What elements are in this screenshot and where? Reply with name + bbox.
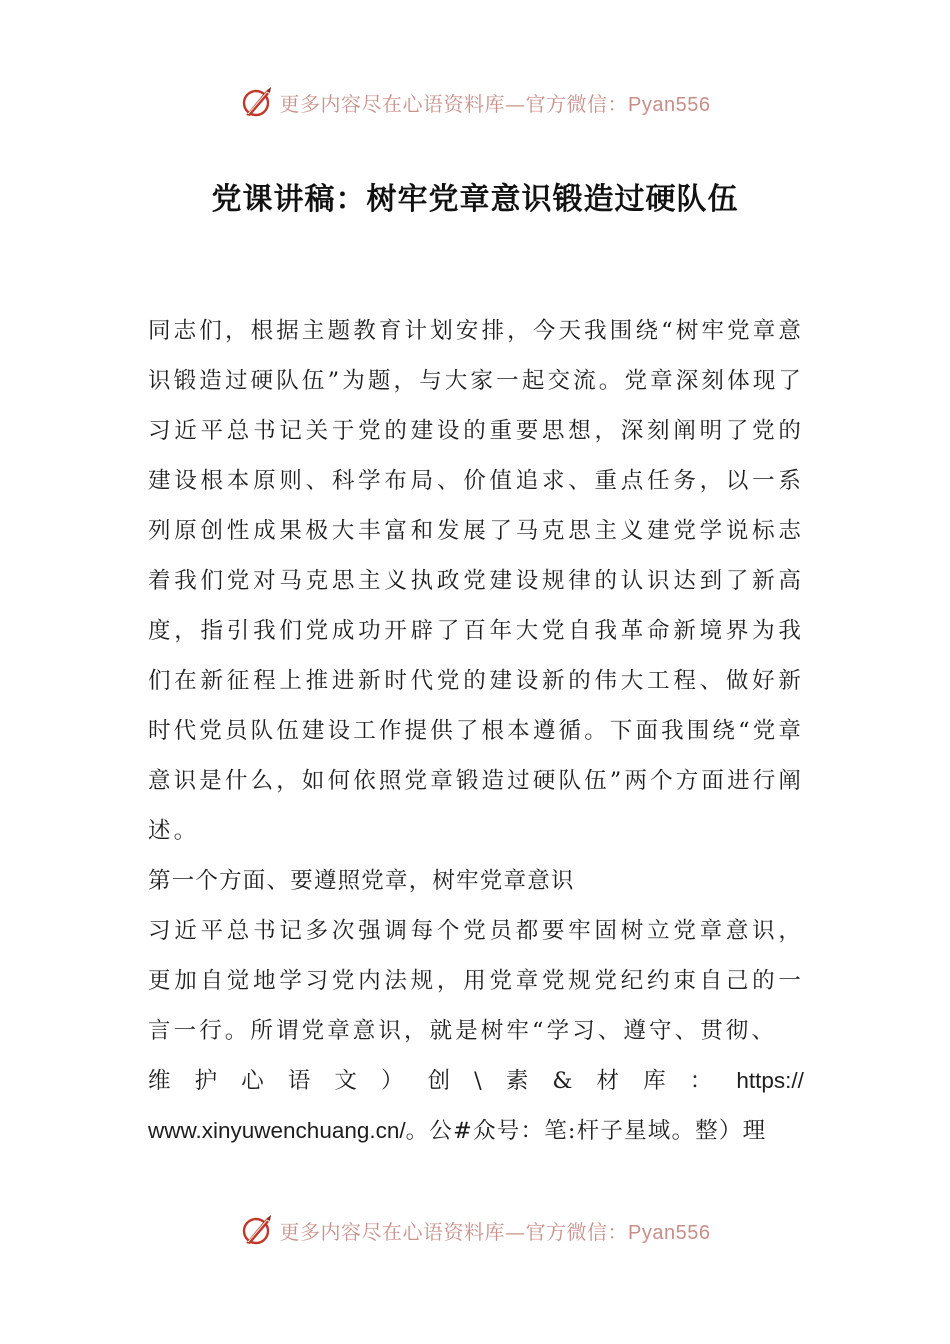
spread-char: 语 [287,1068,311,1094]
page-title: 党课讲稿：树牢党章意识锻造过硬队伍 [211,182,739,217]
spread-char: 素 [505,1068,529,1094]
spread-char: & [552,1068,573,1094]
spread-char: ： [689,1068,713,1094]
source-url: www.xinyuwenchuang.cn/ [148,1118,406,1143]
quill-pen-circle-icon [240,85,274,119]
spread-char: 护 [194,1068,218,1094]
spread-char: 材 [596,1068,620,1094]
spread-char: ） [380,1068,404,1094]
spread-url: https:// [736,1068,804,1093]
section-heading: 第一个方面、要遵照党章，树牢党章意识 [148,868,575,894]
banner-text: 更多内容尽在心语资料库—官方微信：Pyan556 [279,91,711,116]
spread-char: 维 [148,1068,171,1094]
last-line [148,1106,804,1156]
header-watermark-banner [0,82,950,122]
spread-line [148,1056,804,1106]
quill-pen-circle-icon [240,1213,274,1247]
intro-paragraph: 同志们，根据主题教育计划安排，今天我围绕“树牢党章意识锻造过硬队伍”为题，与大家一起交流。党章深刻体现了习近平总书记关于党的建设的重要思想，深刻阐明了党的建设根本原则、科学布局、价值追求、重点任务，以一系列原创性成果极大丰富和发展了马克思主义建党学说标志着我们党对马克思主义执政党建设规律的认识达到了新高度，指引我们党成功开辟了百年大党自我革命新境界为我们在新征程上推进新时代党的建设新的伟大工程、做好新时代党员队伍建设工作提供了根本遵循。下面我围绕“党章意识是什么，如何依照党章锻造过硬队伍”两个方面进行阐述。 [148,318,804,844]
spread-char: 文 [334,1068,357,1094]
spread-char: \ [474,1068,482,1094]
spread-char: 心 [241,1068,264,1094]
section-paragraph: 习近平总书记多次强调每个党员都要牢固树立党章意识，更加自觉地学习党内法规，用党章党规党纪约束自己的一言一行。所谓党章意识，就是树牢“学习、遵守、贯彻、 [148,918,804,1044]
last-line-text: 。公#众号：笔:杆子星域。整）理 [405,1118,767,1144]
banner-text: 更多内容尽在心语资料库—官方微信：Pyan556 [279,1219,711,1244]
spread-char: 库 [643,1068,666,1094]
wechat-handle: Pyan556 [628,93,711,116]
footer-watermark-banner [0,1210,950,1250]
spread-char: 创 [427,1068,451,1094]
document-body [148,306,804,1156]
wechat-handle: Pyan556 [628,1221,711,1244]
